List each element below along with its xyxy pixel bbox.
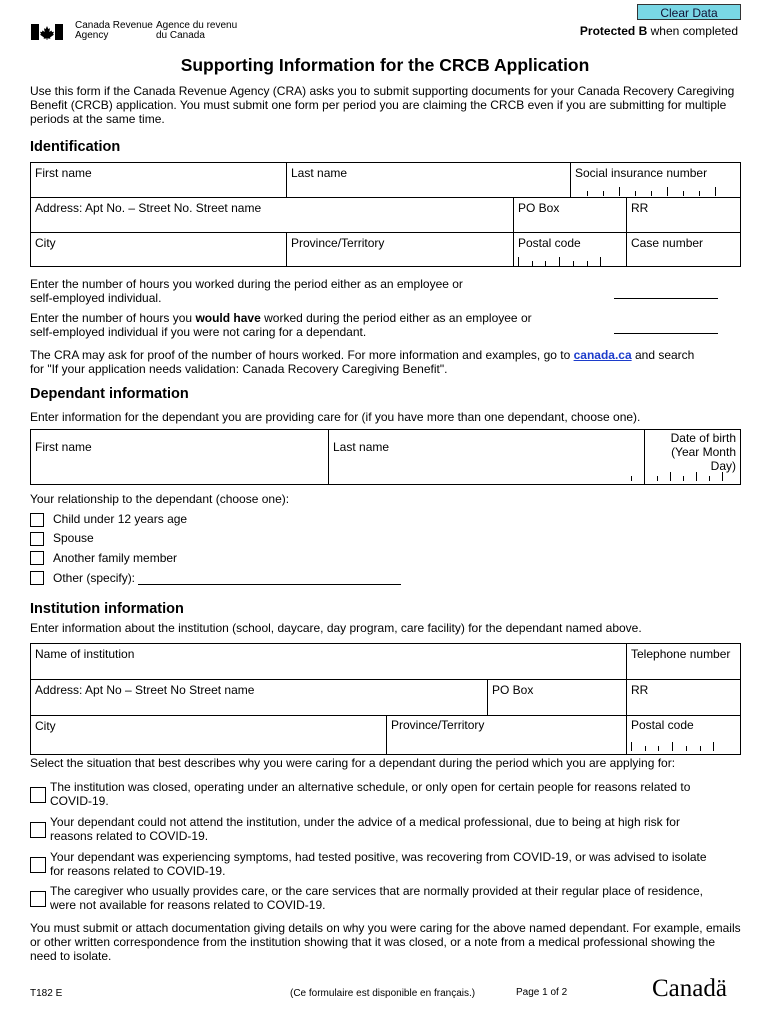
- dep-first-name-field[interactable]: [31, 430, 329, 484]
- relationship-other-checkbox[interactable]: [30, 571, 44, 585]
- inst-name-field[interactable]: [31, 644, 627, 680]
- inst-postal-code-label: Postal code: [631, 718, 694, 732]
- agency-name-fr: Agence du revenu du Canada: [156, 20, 238, 41]
- dep-dob-field[interactable]: [645, 430, 740, 484]
- id-case-number-label: Case number: [631, 236, 704, 250]
- inst-telephone-label: Telephone number: [631, 647, 731, 661]
- hours-would-have-input[interactable]: [614, 333, 718, 334]
- id-last-name-field[interactable]: [287, 163, 571, 198]
- id-city-field[interactable]: [31, 233, 287, 266]
- id-province-field[interactable]: [287, 233, 514, 266]
- hours-worked-input[interactable]: [614, 298, 718, 299]
- id-po-box-field[interactable]: [514, 198, 627, 233]
- relationship-other-input[interactable]: [138, 584, 401, 585]
- inst-telephone-field[interactable]: [627, 644, 740, 680]
- id-city-label: City: [35, 236, 56, 250]
- relationship-spouse-label: Spouse: [53, 531, 94, 545]
- relationship-prompt: Your relationship to the dependant (choose one):: [30, 492, 290, 506]
- id-po-box-label: PO Box: [518, 201, 560, 215]
- relationship-child-checkbox[interactable]: [30, 513, 44, 527]
- inst-rr-label: RR: [631, 683, 649, 697]
- id-case-number-field[interactable]: [627, 233, 740, 266]
- dependant-heading: Dependant information: [30, 386, 189, 402]
- situation-closed-checkbox[interactable]: [30, 787, 46, 803]
- id-sin-label: Social insurance number: [575, 166, 708, 180]
- dep-dob-label: Date of birth (Year Month Day): [670, 431, 736, 473]
- hours-worked-text: Enter the number of hours you worked during the period either as an employee or self-employed individual.: [30, 277, 463, 305]
- inst-name-label: Name of institution: [35, 647, 135, 661]
- agency-name-en: Canada Revenue Agency: [75, 20, 153, 41]
- proof-text: The CRA may ask for proof of the number of hours worked. For more information and examples, go to canada.ca and search for "If your application needs validation: Canada Recovery Caregiving Benefit".: [30, 348, 695, 376]
- id-province-label: Province/Territory: [291, 236, 385, 250]
- relationship-family-label: Another family member: [53, 551, 178, 565]
- situation-medical-label: Your dependant could not attend the institution, under the advice of a medical professional, due to being at high risk for reasons related to COVID-19.: [50, 815, 680, 843]
- dependant-grid: [30, 429, 741, 485]
- inst-po-box-field[interactable]: [488, 680, 627, 716]
- inst-po-box-label: PO Box: [492, 683, 534, 697]
- page-title: Supporting Information for the CRCB Application: [180, 55, 590, 75]
- canada-wordmark: Canadä: [652, 975, 727, 1002]
- id-rr-field[interactable]: [627, 198, 740, 233]
- identification-grid: [30, 162, 741, 267]
- intro-text: Use this form if the Canada Revenue Agency (CRA) asks you to submit supporting documents for your Canada Recovery Caregiving Benefit (CRCB) application. You must submit one form per period you are claiming the CRCB even if you are submitting for multiple periods at the same time.: [30, 84, 735, 126]
- form-code: T182 E: [30, 988, 63, 999]
- id-postal-code-label: Postal code: [518, 236, 581, 250]
- id-last-name-label: Last name: [291, 166, 348, 180]
- dep-last-name-field[interactable]: [329, 430, 645, 484]
- id-address-label: Address: Apt No. – Street No. Street name: [35, 201, 262, 215]
- id-rr-label: RR: [631, 201, 649, 215]
- inst-address-label: Address: Apt No – Street No Street name: [35, 683, 255, 697]
- canada-flag-logo: [31, 24, 63, 40]
- situation-symptoms-label: Your dependant was experiencing symptoms, had tested positive, was recovering from COVID-19, or was advised to isolate for reasons related to COVID-19.: [50, 850, 707, 878]
- page-number: Page 1 of 2: [516, 987, 568, 998]
- relationship-family-checkbox[interactable]: [30, 551, 44, 565]
- situation-closed-label: The institution was closed, operating under an alternative schedule, or only open for certain people for reasons related to COVID-19.: [50, 780, 691, 808]
- identification-heading: Identification: [30, 139, 121, 155]
- id-first-name-label: First name: [35, 166, 92, 180]
- hours-would-have-text: Enter the number of hours you would have worked during the period either as an employee or self-employed individual if you were not caring for a dependant.: [30, 311, 532, 339]
- situation-medical-checkbox[interactable]: [30, 822, 46, 838]
- institution-heading: Institution information: [30, 601, 184, 617]
- inst-city-label: City: [35, 719, 56, 733]
- canada-ca-link[interactable]: canada.ca: [573, 348, 632, 362]
- situation-symptoms-checkbox[interactable]: [30, 857, 46, 873]
- inst-province-field[interactable]: [387, 716, 627, 754]
- inst-postal-code-field[interactable]: [627, 716, 740, 754]
- relationship-child-label: Child under 12 years age: [53, 512, 188, 526]
- documentation-text: You must submit or attach documentation giving details on why you were caring for the above named dependant. For example, emails or other written correspondence from the institution showing that it was closed, or a note from a medical professional showing the need to isolate.: [30, 921, 741, 963]
- inst-rr-field[interactable]: [627, 680, 740, 716]
- inst-province-label: Province/Territory: [391, 718, 485, 732]
- dep-last-name-label: Last name: [333, 440, 390, 454]
- french-availability: (Ce formulaire est disponible en français.): [290, 988, 476, 999]
- institution-instruction: Enter information about the institution (school, daycare, day program, care facility) for the dependant named above.: [30, 621, 642, 635]
- id-first-name-field[interactable]: [31, 163, 287, 198]
- situation-caregiver-checkbox[interactable]: [30, 891, 46, 907]
- inst-city-field[interactable]: [31, 716, 387, 754]
- id-postal-code-field[interactable]: [514, 233, 627, 266]
- id-sin-field[interactable]: [571, 163, 740, 198]
- situation-caregiver-label: The caregiver who usually provides care, or the care services that are normally provided at their regular place of residence, were not available for reasons related to COVID-19.: [50, 884, 703, 912]
- protected-b-label: Protected B when completed: [579, 24, 738, 38]
- situation-prompt: Select the situation that best describes why you were caring for a dependant during the period which you are applying for:: [30, 756, 676, 770]
- institution-grid: [30, 643, 741, 755]
- id-address-field[interactable]: [31, 198, 514, 233]
- relationship-spouse-checkbox[interactable]: [30, 532, 44, 546]
- relationship-other-label: Other (specify):: [53, 571, 136, 585]
- clear-data-button[interactable]: Clear Data: [637, 4, 741, 20]
- inst-address-field[interactable]: [31, 680, 488, 716]
- dep-first-name-label: First name: [35, 440, 92, 454]
- dependant-instruction: Enter information for the dependant you are providing care for (if you have more than one dependant, choose one).: [30, 410, 641, 424]
